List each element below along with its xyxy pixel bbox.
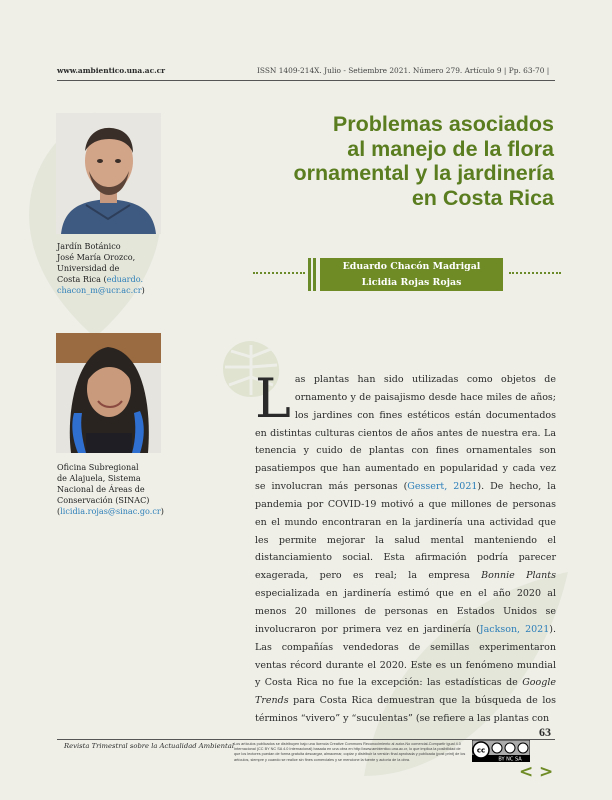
journal-name: Revista Trimestral sobre la Actualidad Ambiental bbox=[64, 742, 234, 750]
affiliation-eduardo bbox=[57, 241, 177, 296]
email-link-licidia[interactable]: licidia.rojas@sinac.go.cr bbox=[60, 506, 161, 516]
svg-text:cc: cc bbox=[476, 746, 486, 755]
affiliation-line: Nacional de Áreas de bbox=[57, 484, 145, 494]
affiliation-line: Oficina Subregional bbox=[57, 462, 139, 472]
cc-label: BY NC SA bbox=[498, 756, 522, 762]
header-divider bbox=[57, 80, 555, 81]
dotted-divider-right bbox=[509, 272, 561, 274]
title-line: Problemas asociados bbox=[332, 112, 554, 136]
next-page-arrow[interactable]: > bbox=[539, 762, 554, 782]
license-text: Los artículos publicados se distribuyen bajo una licencia Creative Commons Reconocimiento al autor-No comercial-Compartir igual 4.0 Internacional (CC BY NC SA 4.0 Internacional) basada en una obra en http://www.ambientico.una.ac.cr, lo que implica la posibilidad de que los lectores puedan de forma gratuita descargar, almacenar, copiar y distribuir la versión final aprobada y publicada (post print) de los artículos, siempre y cuando se realice sin fines comerciales y se mencione la fuente y autoría de la obra. bbox=[234, 742, 466, 762]
body-text: ). De hecho, la pandemia por COVID-19 motivó a que millones de personas en el mundo encontraran en la jardinería una actividad que les permite mejorar la salud mental manteniendo el distanciamiento social. Esta afirmación podría parecer exagerada, pero es real; la empresa bbox=[255, 481, 556, 582]
body-text: especializada en jardinería estimó que en el año 2020 al menos 20 millones de personas en Estados Unidos se involucraron por primera vez en jardinería ( bbox=[255, 588, 556, 635]
article-body bbox=[255, 367, 556, 728]
page-number: 63 bbox=[539, 725, 551, 739]
paren-close: ) bbox=[160, 506, 164, 516]
issn-info: ISSN 1409-214X. Julio - Setiembre 2021. Número 279. Artículo 9 | Pp. 63-70 | bbox=[257, 66, 550, 75]
affiliation-licidia bbox=[57, 462, 177, 517]
body-italic: Google Trends bbox=[255, 677, 556, 707]
creative-commons-badge-icon[interactable] bbox=[472, 740, 530, 762]
author-name: Licidia Rojas Rojas bbox=[361, 276, 462, 288]
email-link-eduardo-cont[interactable]: chacon_m@ucr.ac.cr bbox=[57, 285, 142, 295]
body-text: as plantas han sido utilizadas como objetos de ornamento y de paisajismo desde hace miles de años; los jardines con fines estéticos están documentados en distintas culturas cientos de años antes de nuestra era. La tenencia y cuido de plantas con fines ornamentales son pasatiempos que han aumentado en popularidad y cada vez se involucran más personas ( bbox=[255, 374, 556, 493]
title-line: en Costa Rica bbox=[411, 185, 554, 210]
citation-link[interactable]: Jackson, 2021 bbox=[479, 623, 550, 635]
paren-close: ) bbox=[141, 285, 145, 295]
dotted-divider-left bbox=[253, 272, 305, 274]
author-bar-accent bbox=[313, 258, 316, 291]
citation-link[interactable]: Gessert, 2021 bbox=[407, 481, 478, 493]
affiliation-line: Universidad de bbox=[57, 263, 120, 273]
title-line: ornamental y la jardinería bbox=[293, 161, 554, 185]
author-box bbox=[320, 258, 503, 291]
drop-cap: L bbox=[255, 367, 291, 430]
email-link-eduardo[interactable]: eduardo. bbox=[106, 274, 144, 284]
body-text: para Costa Rica demuestran que la búsqueda de los términos “vivero” y “suculentas” (se refiere a las plantas con bbox=[255, 695, 556, 725]
author-photo-eduardo bbox=[56, 113, 161, 234]
title-line: al manejo de la flora bbox=[347, 136, 554, 161]
affiliation-line: Costa Rica ( bbox=[57, 274, 107, 284]
body-text: ). Las compañías vendedoras de semillas experimentaron ventas récord durante el 2020. Este es un fenómeno mundial y Costa Rica no fue la excepción: las estadísticas de bbox=[255, 623, 556, 689]
affiliation-line: de Alajuela, Sistema bbox=[57, 473, 141, 483]
prev-page-arrow[interactable]: < bbox=[519, 762, 534, 782]
body-paragraph bbox=[255, 367, 556, 728]
body-italic: Bonnie Plants bbox=[481, 570, 556, 582]
affiliation-line: Conservación (SINAC) bbox=[57, 495, 150, 505]
author-name: Eduardo Chacón Madrigal bbox=[342, 261, 481, 272]
author-photo-licidia bbox=[56, 333, 161, 453]
journal-url[interactable]: www.ambientico.una.ac.cr bbox=[57, 66, 166, 75]
author-bar-accent bbox=[308, 258, 311, 291]
article-title bbox=[224, 112, 554, 210]
affiliation-line: Jardín Botánico bbox=[57, 241, 121, 251]
affiliation-line: José María Orozco, bbox=[57, 252, 136, 262]
paren-open: ( bbox=[57, 506, 61, 516]
